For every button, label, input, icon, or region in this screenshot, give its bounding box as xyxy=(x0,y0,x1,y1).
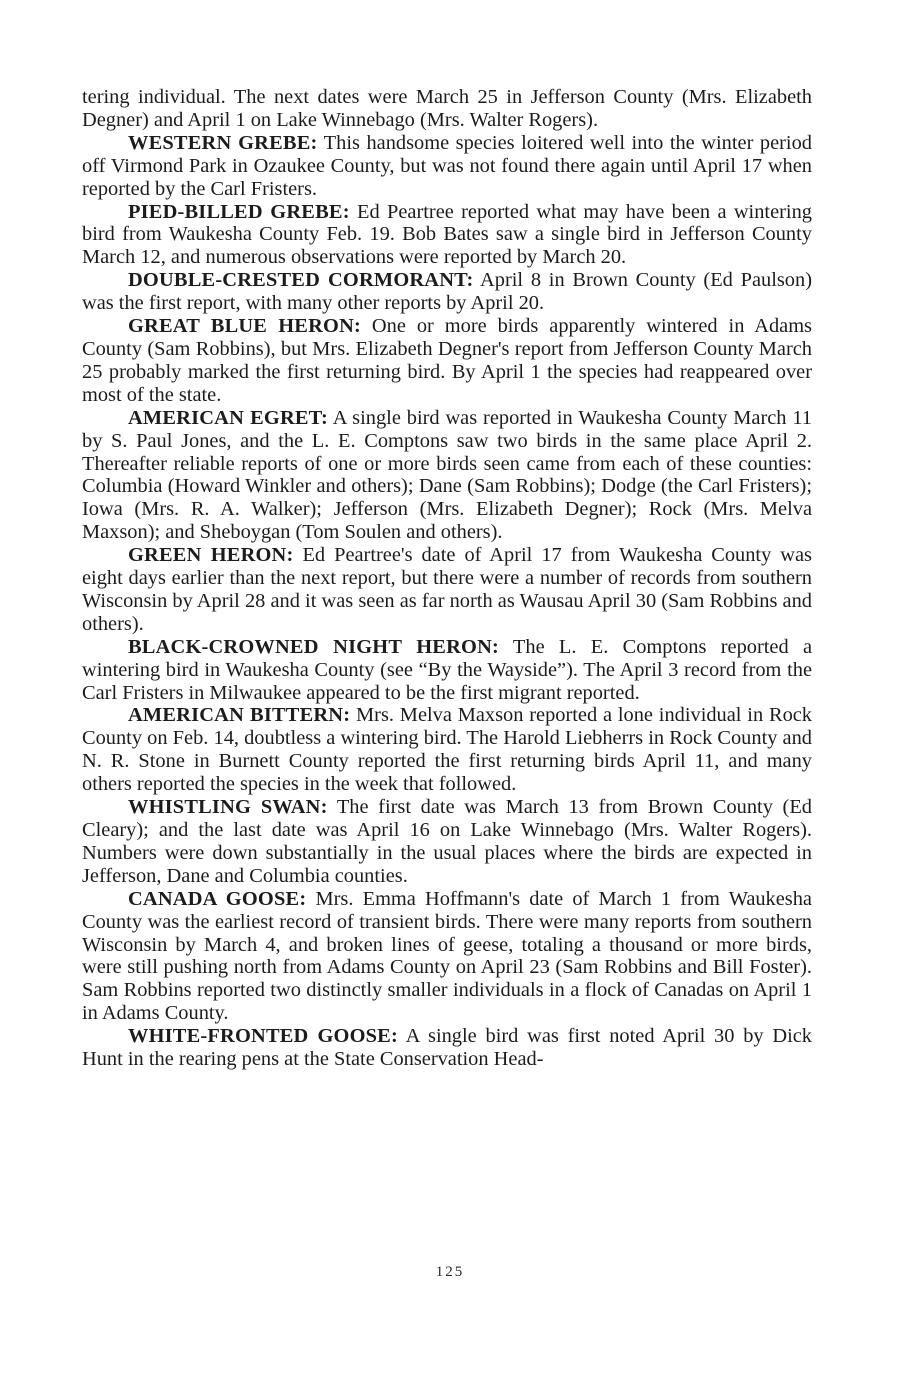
species-name: CANADA GOOSE: xyxy=(128,887,307,910)
species-entry-western-grebe xyxy=(82,132,812,201)
species-entry-american-bittern xyxy=(82,704,812,796)
species-text: A single bird was reported in Waukesha County March 11 by S. Paul Jones, and the L. E. Comptons saw two birds in the same place April 2. Thereafter reliable reports of one or more birds seen came from each of these counties: Columbia (Howard Winkler and others); Dane (Sam Robbins); Dodge (the Carl Fristers); Iowa (Mrs. R. A. Walker); Jefferson (Mrs. Elizabeth Degner); Rock (Mrs. Melva Maxson); and Sheboygan (Tom Soulen and others). xyxy=(82,406,813,544)
paragraph-text: tering individual. The next dates were March 25 in Jefferson County (Mrs. Elizabeth Degner) and April 1 on Lake Winnebago (Mrs. Walter Rogers). xyxy=(82,86,812,131)
species-name: BLACK-CROWNED NIGHT HERON: xyxy=(128,635,500,658)
species-entry-canada-goose xyxy=(82,888,812,1025)
species-name: DOUBLE-CRESTED CORMORANT: xyxy=(128,269,474,292)
species-name: PIED-BILLED GREBE: xyxy=(128,200,350,223)
species-entry-pied-billed-grebe xyxy=(82,201,812,270)
paragraph-continuation xyxy=(82,86,812,132)
article-body xyxy=(82,86,812,1071)
species-name: AMERICAN BITTERN: xyxy=(128,704,351,727)
species-text: Ed Peartree reported what may have been a wintering bird from Waukesha County Feb. 19. Bob Bates saw a single bird in Jefferson County March 12, and numerous observations were reported by March 20. xyxy=(82,200,812,269)
species-text: A single bird was first noted April 30 by Dick Hunt in the rearing pens at the State Conservation Head- xyxy=(82,1025,812,1071)
species-text: The first date was March 13 from Brown County (Ed Cleary); and the last date was April 16 on Lake Winnebago (Mrs. Walter Rogers). Numbers were down substantially in the usual places where the birds are expected in Jefferson, Dane and Columbia counties. xyxy=(82,796,812,887)
species-text: One or more birds apparently wintered in Adams County (Sam Robbins), but Mrs. Elizabeth Degner's report from Jefferson County March 25 probably marked the first returning bird. By April 1 the species had reappeared over most of the state. xyxy=(82,315,812,406)
species-entry-green-heron xyxy=(82,544,812,636)
species-entry-double-crested-cormorant xyxy=(82,269,812,315)
species-text: April 8 in Brown County (Ed Paulson) was the first report, with many other reports by April 20. xyxy=(82,269,812,315)
species-text: Ed Peartree's date of April 17 from Waukesha County was eight days earlier than the next report, but there were a number of records from southern Wisconsin by April 28 and it was seen as far north as Wausau April 30 (Sam Robbins and others). xyxy=(82,544,812,635)
page-number: 125 xyxy=(435,1264,465,1280)
species-entry-great-blue-heron xyxy=(82,315,812,407)
species-entry-white-fronted-goose xyxy=(82,1025,812,1071)
species-entry-black-crowned-night-heron xyxy=(82,636,812,705)
species-text: Mrs. Melva Maxson reported a lone individual in Rock County on Feb. 14, doubtless a wintering bird. The Harold Liebherrs in Rock County and N. R. Stone in Burnett County reported the first returning birds April 11, and many others reported the species in the week that followed. xyxy=(82,704,813,796)
species-text: The L. E. Comptons reported a wintering bird in Waukesha County (see “By the Wayside”). The April 3 record from the Carl Fristers in Milwaukee appeared to be the first migrant reported. xyxy=(82,635,812,704)
species-name: AMERICAN EGRET: xyxy=(128,406,328,429)
species-name: GREAT BLUE HERON: xyxy=(128,315,361,338)
species-entry-whistling-swan xyxy=(82,796,812,888)
species-name: WESTERN GREBE: xyxy=(128,131,318,154)
species-text: This handsome species loitered well into the winter period off Virmond Park in Ozaukee County, but was not found there again until April 17 when reported by the Carl Fristers. xyxy=(82,131,812,200)
species-entry-american-egret xyxy=(82,407,812,544)
species-name: WHITE-FRONTED GOOSE: xyxy=(128,1025,398,1048)
species-text: Mrs. Emma Hoffmann's date of March 1 from Waukesha County was the earliest record of transient birds. There were many reports from southern Wisconsin by March 4, and broken lines of geese, totaling a thousand or more birds, were still pushing north from Adams County on April 23 (Sam Robbins and Bill Foster). Sam Robbins reported two distinctly smaller individuals in a flock of Canadas on April 1 in Adams County. xyxy=(82,887,812,1025)
species-name: GREEN HERON: xyxy=(128,544,294,567)
species-name: WHISTLING SWAN: xyxy=(128,796,328,819)
